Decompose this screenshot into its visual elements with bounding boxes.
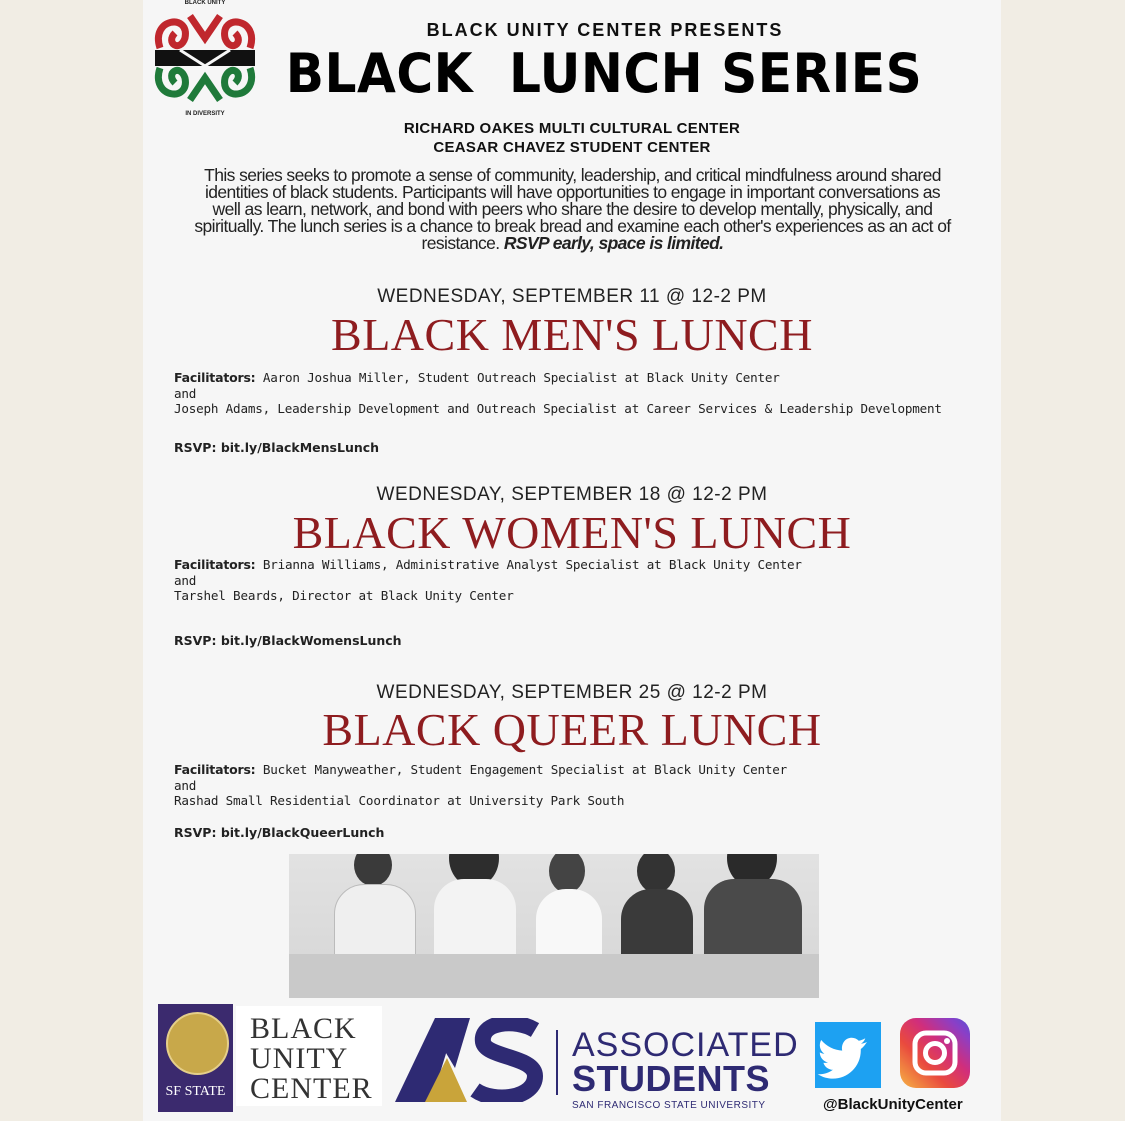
facilitators-label: Facilitators: <box>174 557 256 572</box>
facilitator-1: Bucket Manyweather, Student Engagement Specialist at Black Unity Center <box>255 762 787 777</box>
person-figure <box>699 859 804 954</box>
university-seal-icon <box>166 1012 229 1075</box>
logo-bottom-text: IN DIVERSITY <box>185 111 225 117</box>
group-photo <box>289 854 819 998</box>
facilitator-2: Rashad Small Residential Coordinator at University Park South <box>174 793 625 808</box>
rsvp-link[interactable]: RSVP: bit.ly/BlackQueerLunch <box>174 825 385 840</box>
description-line: spiritually. The lunch series is a chance to break bread and examine each other's experiences as an act of <box>194 216 951 236</box>
and-text: and <box>174 572 197 588</box>
twitter-icon[interactable] <box>815 1022 881 1088</box>
series-title: BLACK LUNCH SERIES <box>285 42 923 105</box>
and-text: and <box>174 385 197 401</box>
event-title: BLACK WOMEN'S LUNCH <box>292 507 852 558</box>
event-date: WEDNESDAY, SEPTEMBER 18 @ 12-2 PM <box>376 484 768 505</box>
person-figure <box>619 869 694 954</box>
event-facilitators <box>174 762 787 809</box>
rsvp-link[interactable]: RSVP: bit.ly/BlackWomensLunch <box>174 633 402 648</box>
presents-heading: BLACK UNITY CENTER PRESENTS <box>426 20 784 40</box>
person-figure <box>424 859 524 954</box>
facilitators-label: Facilitators: <box>174 762 256 777</box>
buc-line-2: UNITY <box>250 1042 349 1075</box>
as-divider <box>556 1030 558 1095</box>
facilitator-2: Tarshel Beards, Director at Black Unity Center <box>174 588 514 603</box>
person-figure <box>329 874 419 954</box>
venue-line-2: CEASAR CHAVEZ STUDENT CENTER <box>433 139 711 156</box>
sf-state-label: SF STATE <box>165 1084 226 1099</box>
as-word-associated: ASSOCIATED <box>572 1026 799 1064</box>
facilitator-1: Aaron Joshua Miller, Student Outreach Specialist at Black Unity Center <box>255 370 780 385</box>
description-line: well as learn, network, and bond with peers who share the desire to develop mentally, physically, and <box>212 199 933 219</box>
facilitators-label: Facilitators: <box>174 370 256 385</box>
as-logo-icon <box>395 1018 545 1102</box>
event-facilitators <box>174 370 942 417</box>
as-university: SAN FRANCISCO STATE UNIVERSITY <box>572 1100 766 1111</box>
and-text: and <box>174 777 197 793</box>
rsvp-link[interactable]: RSVP: bit.ly/BlackMensLunch <box>174 440 380 455</box>
facilitator-2: Joseph Adams, Leadership Development and Outreach Specialist at Career Services & Leadership Development <box>174 401 942 416</box>
table-surface <box>289 954 819 998</box>
buc-line-1: BLACK <box>250 1012 357 1045</box>
event-facilitators <box>174 557 802 604</box>
rsvp-emphasis: RSVP early, space is limited. <box>503 233 724 253</box>
buc-line-3: CENTER <box>250 1072 373 1105</box>
event-date: WEDNESDAY, SEPTEMBER 11 @ 12-2 PM <box>377 286 767 307</box>
description-line: resistance. RSVP early, space is limited. <box>421 233 724 253</box>
description-line: identities of black students. Participants will have opportunities to engage in important conversations as <box>204 182 941 202</box>
venue-line-1: RICHARD OAKES MULTI CULTURAL CENTER <box>403 120 741 137</box>
instagram-icon[interactable] <box>900 1018 970 1088</box>
black-unity-logo <box>150 0 260 118</box>
as-word-students: STUDENTS <box>572 1058 771 1099</box>
unity-symbol-icon <box>150 8 260 108</box>
social-handle[interactable]: @BlackUnityCenter <box>823 1096 963 1113</box>
person-figure <box>534 869 604 954</box>
event-title: BLACK MEN'S LUNCH <box>331 309 813 360</box>
description-line: This series seeks to promote a sense of community, leadership, and critical mindfulness around shared <box>204 165 941 185</box>
logo-top-text: BLACK UNITY <box>184 0 226 6</box>
event-title: BLACK QUEER LUNCH <box>322 704 822 755</box>
event-date: WEDNESDAY, SEPTEMBER 25 @ 12-2 PM <box>376 682 768 703</box>
facilitator-1: Brianna Williams, Administrative Analyst Specialist at Black Unity Center <box>255 557 802 572</box>
series-description <box>165 167 980 252</box>
sf-state-seal <box>158 1004 233 1112</box>
